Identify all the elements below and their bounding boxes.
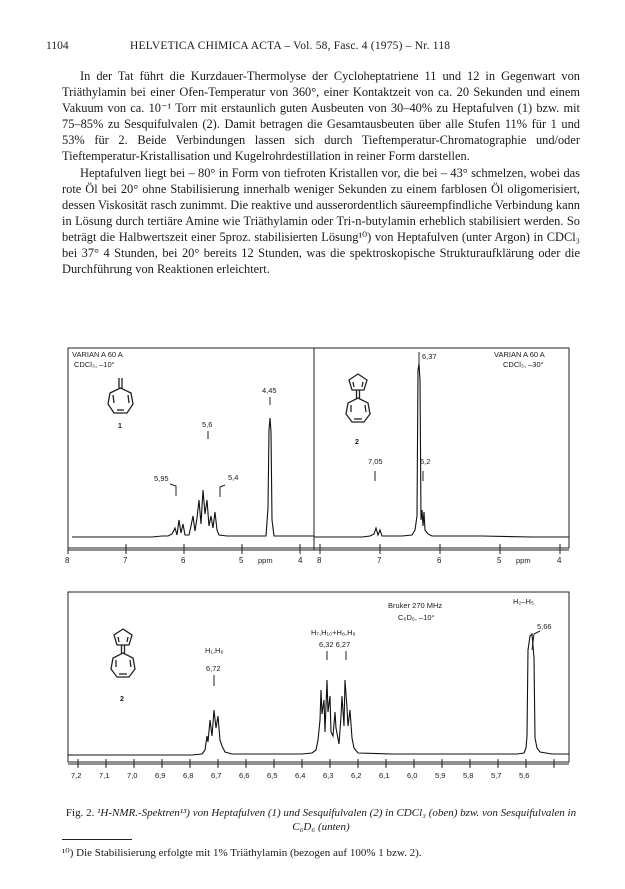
h7-values: 6,32 6,27 [319, 640, 351, 649]
peak-label-445: 4,45 [262, 386, 277, 395]
panel-c-solvent: C₆D₆, –10° [398, 613, 435, 622]
h25-value: 5,66 [537, 622, 552, 631]
peak-label-705: 7,05 [368, 457, 383, 466]
panel-b-instrument: VARIAN A 60 A [494, 350, 545, 359]
tick-c-62: 6,2 [351, 771, 362, 780]
tick-b-4: 4 [557, 556, 562, 565]
top-frame [68, 348, 569, 548]
tick-a-7: 7 [123, 556, 128, 565]
tick-a-8: 8 [65, 556, 70, 565]
nmr-figure [62, 340, 582, 800]
tick-c-70: 7,0 [127, 771, 138, 780]
h25-label: H₂–H₅ [513, 597, 534, 606]
peak-label-637: 6,37 [422, 352, 437, 361]
tick-c-57: 5,7 [491, 771, 502, 780]
tick-c-61: 6,1 [379, 771, 390, 780]
panel-b-solvent: CDCl₃, –30° [503, 360, 544, 369]
unit-b: ppm [516, 556, 531, 565]
tick-c-60: 6,0 [407, 771, 418, 780]
footnote: ¹⁰) Die Stabilisierung erfolgte mit 1% Triäthylamin (bezogen auf 100% 1 bzw. 2). [62, 847, 422, 859]
heptafulvene-structure-icon [108, 378, 133, 413]
unit-a: ppm [258, 556, 273, 565]
body-text [62, 68, 580, 277]
tick-c-64: 6,4 [295, 771, 306, 780]
tick-b-8: 8 [317, 556, 322, 565]
caption-text: ¹H-NMR.-Spektren¹³) von Heptafulven (1) und Sesquifulvalen (2) in CDCl₃ (oben) bzw. von Sesquifulvalen in C₆D₆ (unten) [97, 807, 577, 833]
panel-a-solvent: CDCl₃, –10° [74, 360, 115, 369]
paragraph-2: Heptafulven liegt bei – 80° in Form von tiefroten Kristallen vor, die bei – 43° schmelzen, wobei das rote Öl bei 20° ohne Stabilisierung innerhalb weniger Sekunden zu einem farblosen Öl oligomerisiert, dessen Viskosität rasch zunimmt. Die reaktive und ausserordentlich säureempfindliche Verbindung kann in Lösung durch tertiäre Amine wie Triäthylamin oder Tri-n-butylamin erheblich stabilisiert werden. So beträgt die Halbwertszeit einer 5proz. stabilisierten Lösung¹⁰) von Heptafulven (unter Argon) in CDCl₃ bei 37° 4 Stunden, bei 20° bereits 12 Stunden, was die spektroskopische Strukturaufklärung oder die Durchführung von Reaktionen erleichtert. [62, 165, 580, 277]
panel-c-instrument: Bruker 270 MHz [388, 601, 443, 610]
tick-c-69: 6,9 [155, 771, 166, 780]
peak-label-56: 5,6 [202, 420, 213, 429]
sesquifulvalene-structure-c-icon [111, 629, 135, 677]
panel-a-compound: 1 [118, 423, 122, 430]
panel-a-instrument: VARIAN A 60 A [72, 350, 123, 359]
top-axis [65, 544, 569, 565]
tick-a-4: 4 [298, 556, 303, 565]
tick-b-6: 6 [437, 556, 442, 565]
tick-b-5: 5 [497, 556, 502, 565]
tick-a-6: 6 [181, 556, 186, 565]
tick-c-59: 5,9 [435, 771, 446, 780]
figure-caption [62, 806, 580, 834]
tick-c-67: 6,7 [211, 771, 222, 780]
tick-c-65: 6,5 [267, 771, 278, 780]
tick-c-68: 6,8 [183, 771, 194, 780]
peak-label-54: 5,4 [228, 473, 239, 482]
h16-label: H₁,H₆ [205, 646, 224, 655]
tick-b-7: 7 [377, 556, 382, 565]
paragraph-1: In der Tat führt die Kurzdauer-Thermolyse der Cycloheptatriene 11 und 12 in Gegenwart von Triäthylamin bei einer Ofen-Temperatur von 360°, einer Kontaktzeit von ca. 20 Sekunden und einem Vakuum von ca. 10⁻¹ Torr mit erstaunlich guten Ausbeuten von 30–40% zu Heptafulven (1) bzw. mit 75–85% zu Sesquifulvalen (2). Damit betragen die Gesamtausbeuten über alle Stufen 11% für 1 und 53% für 2. Beide Verbindungen lassen sich durch Tieftemperatur-Chromatographie und/oder Tieftemperatur-Kristallisation und Kugelrohrdestillation in reiner Form darstellen. [62, 69, 580, 164]
tick-c-72: 7,2 [71, 771, 82, 780]
footnote-divider [62, 839, 132, 840]
sesquifulvalene-structure-icon [346, 374, 370, 422]
page-number: 1104 [46, 40, 69, 52]
peak-label-595: 5,95 [154, 474, 169, 483]
panel-c-compound: 2 [120, 696, 124, 703]
spectrum-c-trace [68, 634, 569, 755]
panel-b-compound: 2 [355, 439, 359, 446]
tick-c-66: 6,6 [239, 771, 250, 780]
tick-c-56: 5,6 [519, 771, 530, 780]
h16-value: 6,72 [206, 664, 221, 673]
tick-c-58: 5,8 [463, 771, 474, 780]
h7-label: H₇,H₁₀+H₈,H₉ [311, 628, 356, 637]
tick-a-5: 5 [239, 556, 244, 565]
peak-label-62: 6,2 [420, 457, 431, 466]
tick-c-71: 7,1 [99, 771, 110, 780]
spectrum-a-trace [72, 418, 314, 537]
caption-lead: Fig. 2. [65, 807, 98, 819]
tick-c-63: 6,3 [323, 771, 334, 780]
journal-title: HELVETICA CHIMICA ACTA – Vol. 58, Fasc. 4 (1975) – Nr. 118 [130, 40, 451, 52]
